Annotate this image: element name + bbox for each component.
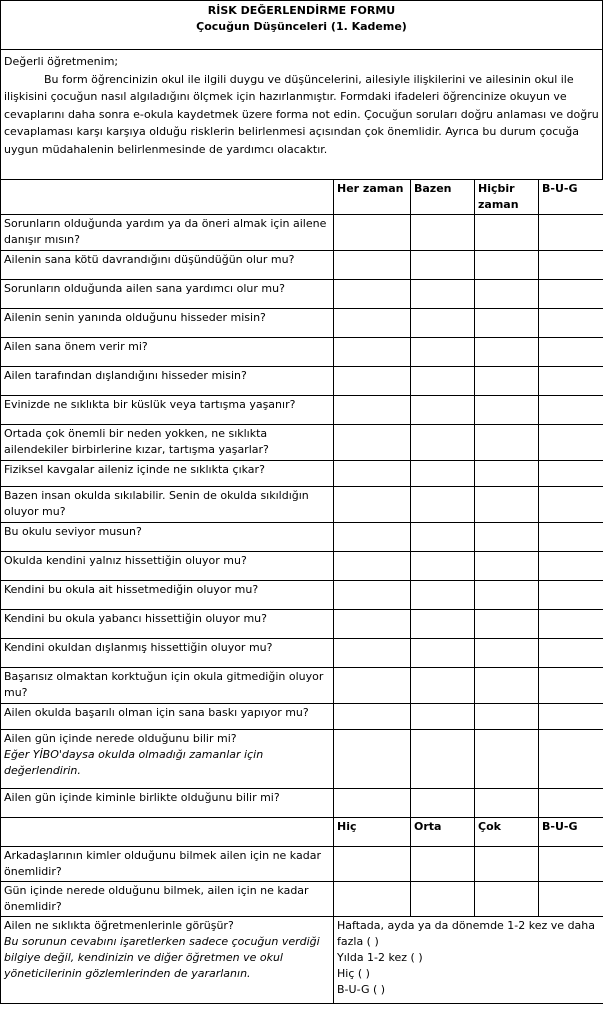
answer-cell[interactable] <box>334 309 411 338</box>
answer-cell[interactable] <box>334 367 411 396</box>
answer-cell[interactable] <box>334 425 411 461</box>
answer-cell[interactable] <box>411 730 475 789</box>
question-row <box>1 581 603 610</box>
question-cell <box>1 730 334 789</box>
question-row <box>1 847 603 882</box>
answer-cell[interactable] <box>539 882 603 917</box>
answer-cell[interactable] <box>475 789 539 818</box>
question-text: Ortada çok önemli bir neden yokken, ne sıklıkta ailendekiler birbirlerine kızar, tartışma yaşarlar? <box>4 427 269 456</box>
question-text: Ailen tarafından dışlandığını hisseder misin? <box>4 369 247 382</box>
answer-cell[interactable] <box>334 461 411 487</box>
answer-cell[interactable] <box>475 396 539 425</box>
header-bug: B-U-G <box>539 180 603 215</box>
question-cell <box>1 309 334 338</box>
question-text: Gün içinde nerede olduğunu bilmek, ailen için ne kadar önemlidir? <box>4 884 309 913</box>
question-row <box>1 215 603 251</box>
answer-cell[interactable] <box>475 581 539 610</box>
answer-cell[interactable] <box>539 251 603 280</box>
question-text: Okulda kendini yalnız hissettiğin oluyor mu? <box>4 554 247 567</box>
answer-cell[interactable] <box>334 552 411 581</box>
answer-cell[interactable] <box>475 552 539 581</box>
answer-cell[interactable] <box>334 581 411 610</box>
header-hicbir-zaman: Hiçbir zaman <box>475 180 539 215</box>
answer-cell[interactable] <box>475 280 539 309</box>
question-text: Evinizde ne sıklıkta bir küslük veya tartışma yaşanır? <box>4 398 296 411</box>
answer-cell[interactable] <box>411 461 475 487</box>
question-row <box>1 461 603 487</box>
question-cell <box>1 215 334 251</box>
question-row <box>1 610 603 639</box>
answer-cell[interactable] <box>334 847 411 882</box>
header-bug: B-U-G <box>539 818 603 847</box>
answer-cell[interactable] <box>411 789 475 818</box>
question-row <box>1 309 603 338</box>
question-cell <box>1 338 334 367</box>
intro-text <box>0 49 603 179</box>
answer-cell[interactable] <box>411 847 475 882</box>
frequency-options-cell <box>334 917 603 1004</box>
answer-cell[interactable] <box>411 367 475 396</box>
header-hic: Hiç <box>334 818 411 847</box>
intro-greeting: Değerli öğretmenim; <box>4 55 119 68</box>
answer-cell[interactable] <box>539 523 603 552</box>
answer-cell[interactable] <box>411 610 475 639</box>
form-title: RİSK DEĞERLENDİRME FORMU <box>207 4 396 17</box>
answer-cell[interactable] <box>475 730 539 789</box>
answer-cell[interactable] <box>334 704 411 730</box>
header-row-frequency <box>1 180 603 215</box>
answer-cell[interactable] <box>539 215 603 251</box>
answer-cell[interactable] <box>475 367 539 396</box>
answer-cell[interactable] <box>334 251 411 280</box>
question-cell <box>1 552 334 581</box>
intro-body: Bu form öğrencinizin okul ile ilgili duygu ve düşüncelerini, ailesiyle ilişkilerini ve ailesinin okul ile ilişkisini çocuğun nasıl algıladığını ölçmek için hazırlanmıştır. Formdaki ifadeleri öğrencinize okuyun ve cevaplarını daha sonra e-okula kaydetmek üzere forma not edin. Çocuğun soruları doğru anlaması ve doğru cevaplaması karşı karşıya olduğu risklerin belirlenmesi açısından çok önemlidir. Ayrıca bu durum çocuğa uygun müdahalenin belirlenmesinde de yardımcı olacaktır. <box>4 72 599 156</box>
answer-cell[interactable] <box>475 639 539 668</box>
answer-cell[interactable] <box>539 610 603 639</box>
question-text: Ailen okulda başarılı olman için sana baskı yapıyor mu? <box>4 706 309 719</box>
question-cell <box>1 639 334 668</box>
answer-cell[interactable] <box>539 581 603 610</box>
answer-cell[interactable] <box>334 487 411 523</box>
answer-cell[interactable] <box>539 425 603 461</box>
question-cell <box>1 917 334 1004</box>
question-text: Ailen ne sıklıkta öğretmenlerinle görüşür? <box>4 919 234 932</box>
answer-cell[interactable] <box>475 704 539 730</box>
question-cell <box>1 425 334 461</box>
question-row <box>1 338 603 367</box>
question-cell <box>1 668 334 704</box>
header-blank-cell <box>1 818 334 847</box>
answer-cell[interactable] <box>539 639 603 668</box>
question-text: Ailen sana önem verir mi? <box>4 340 148 353</box>
frequency-option[interactable]: Haftada, ayda ya da dönemde 1-2 kez ve daha fazla ( ) <box>337 919 596 948</box>
answer-cell[interactable] <box>411 639 475 668</box>
question-note: Eğer YİBO'daysa okulda olmadığı zamanlar için değerlendirin. <box>4 748 264 777</box>
question-text: Ailen gün içinde nerede olduğunu bilir mi? <box>4 732 237 745</box>
question-text: Sorunların olduğunda yardım ya da öneri almak için ailene danışır mısın? <box>4 217 327 246</box>
header-orta: Orta <box>411 818 475 847</box>
frequency-option[interactable]: Hiç ( ) <box>337 967 370 980</box>
question-row <box>1 523 603 552</box>
header-bazen: Bazen <box>411 180 475 215</box>
question-table <box>0 179 603 1004</box>
question-row <box>1 425 603 461</box>
answer-cell[interactable] <box>475 487 539 523</box>
answer-cell[interactable] <box>539 668 603 704</box>
question-cell <box>1 280 334 309</box>
question-row <box>1 487 603 523</box>
header-cok: Çok <box>475 818 539 847</box>
question-text: Başarısız olmaktan korktuğun için okula gitmediğin oluyor mu? <box>4 670 324 699</box>
answer-cell[interactable] <box>475 882 539 917</box>
answer-cell[interactable] <box>539 367 603 396</box>
question-row <box>1 730 603 789</box>
answer-cell[interactable] <box>475 668 539 704</box>
form-header <box>0 0 603 49</box>
answer-cell[interactable] <box>411 882 475 917</box>
question-cell <box>1 523 334 552</box>
answer-cell[interactable] <box>539 704 603 730</box>
question-row <box>1 789 603 818</box>
answer-cell[interactable] <box>411 523 475 552</box>
question-text: Fiziksel kavgalar aileniz içinde ne sıklıkta çıkar? <box>4 463 265 476</box>
answer-cell[interactable] <box>539 552 603 581</box>
frequency-option[interactable]: B-U-G ( ) <box>337 983 386 996</box>
question-text: Kendini okuldan dışlanmış hissettiğin oluyor mu? <box>4 641 273 654</box>
answer-cell[interactable] <box>334 338 411 367</box>
answer-cell[interactable] <box>411 309 475 338</box>
question-cell <box>1 396 334 425</box>
answer-cell[interactable] <box>334 280 411 309</box>
header-blank-cell <box>1 180 334 215</box>
question-cell <box>1 847 334 882</box>
answer-cell[interactable] <box>411 581 475 610</box>
answer-cell[interactable] <box>411 396 475 425</box>
question-row <box>1 668 603 704</box>
answer-cell[interactable] <box>475 610 539 639</box>
answer-cell[interactable] <box>411 552 475 581</box>
answer-cell[interactable] <box>539 847 603 882</box>
answer-cell[interactable] <box>334 789 411 818</box>
question-text: Ailenin senin yanında olduğunu hisseder misin? <box>4 311 266 324</box>
question-cell <box>1 487 334 523</box>
answer-cell[interactable] <box>539 338 603 367</box>
question-text: Kendini bu okula yabancı hissettiğin oluyor mu? <box>4 612 267 625</box>
answer-cell[interactable] <box>334 215 411 251</box>
answer-cell[interactable] <box>539 280 603 309</box>
answer-cell[interactable] <box>411 668 475 704</box>
question-row <box>1 704 603 730</box>
question-cell <box>1 882 334 917</box>
answer-cell[interactable] <box>475 523 539 552</box>
question-text: Bu okulu seviyor musun? <box>4 525 142 538</box>
question-text: Sorunların olduğunda ailen sana yardımcı olur mu? <box>4 282 285 295</box>
answer-cell[interactable] <box>539 789 603 818</box>
answer-cell[interactable] <box>411 338 475 367</box>
answer-cell[interactable] <box>411 487 475 523</box>
answer-cell[interactable] <box>475 309 539 338</box>
answer-cell[interactable] <box>334 882 411 917</box>
answer-cell[interactable] <box>411 280 475 309</box>
answer-cell[interactable] <box>411 215 475 251</box>
question-row <box>1 882 603 917</box>
question-note: Bu sorunun cevabını işaretlerken sadece çocuğun verdiği bilgiye değil, kendinizin ve diğer öğretmen ve okul yöneticilerinin gözlemlerinden de yararlanın. <box>4 935 320 980</box>
frequency-option[interactable]: Yılda 1-2 kez ( ) <box>337 951 423 964</box>
header-row-importance <box>1 818 603 847</box>
question-row <box>1 639 603 668</box>
answer-cell[interactable] <box>539 730 603 789</box>
answer-cell[interactable] <box>539 461 603 487</box>
answer-cell[interactable] <box>475 847 539 882</box>
question-row <box>1 367 603 396</box>
question-text: Ailen gün içinde kiminle birlikte olduğunu bilir mi? <box>4 791 280 804</box>
answer-cell[interactable] <box>334 639 411 668</box>
answer-cell[interactable] <box>539 396 603 425</box>
question-text: Kendini bu okula ait hissetmediğin oluyor mu? <box>4 583 259 596</box>
question-row <box>1 552 603 581</box>
question-text: Bazen insan okulda sıkılabilir. Senin de okulda sıkıldığın oluyor mu? <box>4 489 309 518</box>
question-row <box>1 280 603 309</box>
answer-cell[interactable] <box>411 425 475 461</box>
answer-cell[interactable] <box>411 251 475 280</box>
question-row <box>1 251 603 280</box>
answer-cell[interactable] <box>334 730 411 789</box>
answer-cell[interactable] <box>475 251 539 280</box>
question-cell <box>1 789 334 818</box>
answer-cell[interactable] <box>334 396 411 425</box>
question-cell <box>1 367 334 396</box>
form-subtitle: Çocuğun Düşünceleri (1. Kademe) <box>196 20 407 33</box>
answer-cell[interactable] <box>475 461 539 487</box>
answer-cell[interactable] <box>334 610 411 639</box>
question-cell <box>1 461 334 487</box>
answer-cell[interactable] <box>475 425 539 461</box>
answer-cell[interactable] <box>475 215 539 251</box>
question-cell <box>1 610 334 639</box>
answer-cell[interactable] <box>334 523 411 552</box>
question-text: Arkadaşlarının kimler olduğunu bilmek ailen için ne kadar önemlidir? <box>4 849 321 878</box>
question-cell <box>1 251 334 280</box>
answer-cell[interactable] <box>334 668 411 704</box>
answer-cell[interactable] <box>539 487 603 523</box>
answer-cell[interactable] <box>411 704 475 730</box>
question-cell <box>1 704 334 730</box>
question-row <box>1 396 603 425</box>
answer-cell[interactable] <box>475 338 539 367</box>
answer-cell[interactable] <box>539 309 603 338</box>
question-cell <box>1 581 334 610</box>
question-text: Ailenin sana kötü davrandığını düşündüğün olur mu? <box>4 253 295 266</box>
question-row-teacher-meetings <box>1 917 603 1004</box>
header-her-zaman: Her zaman <box>334 180 411 215</box>
